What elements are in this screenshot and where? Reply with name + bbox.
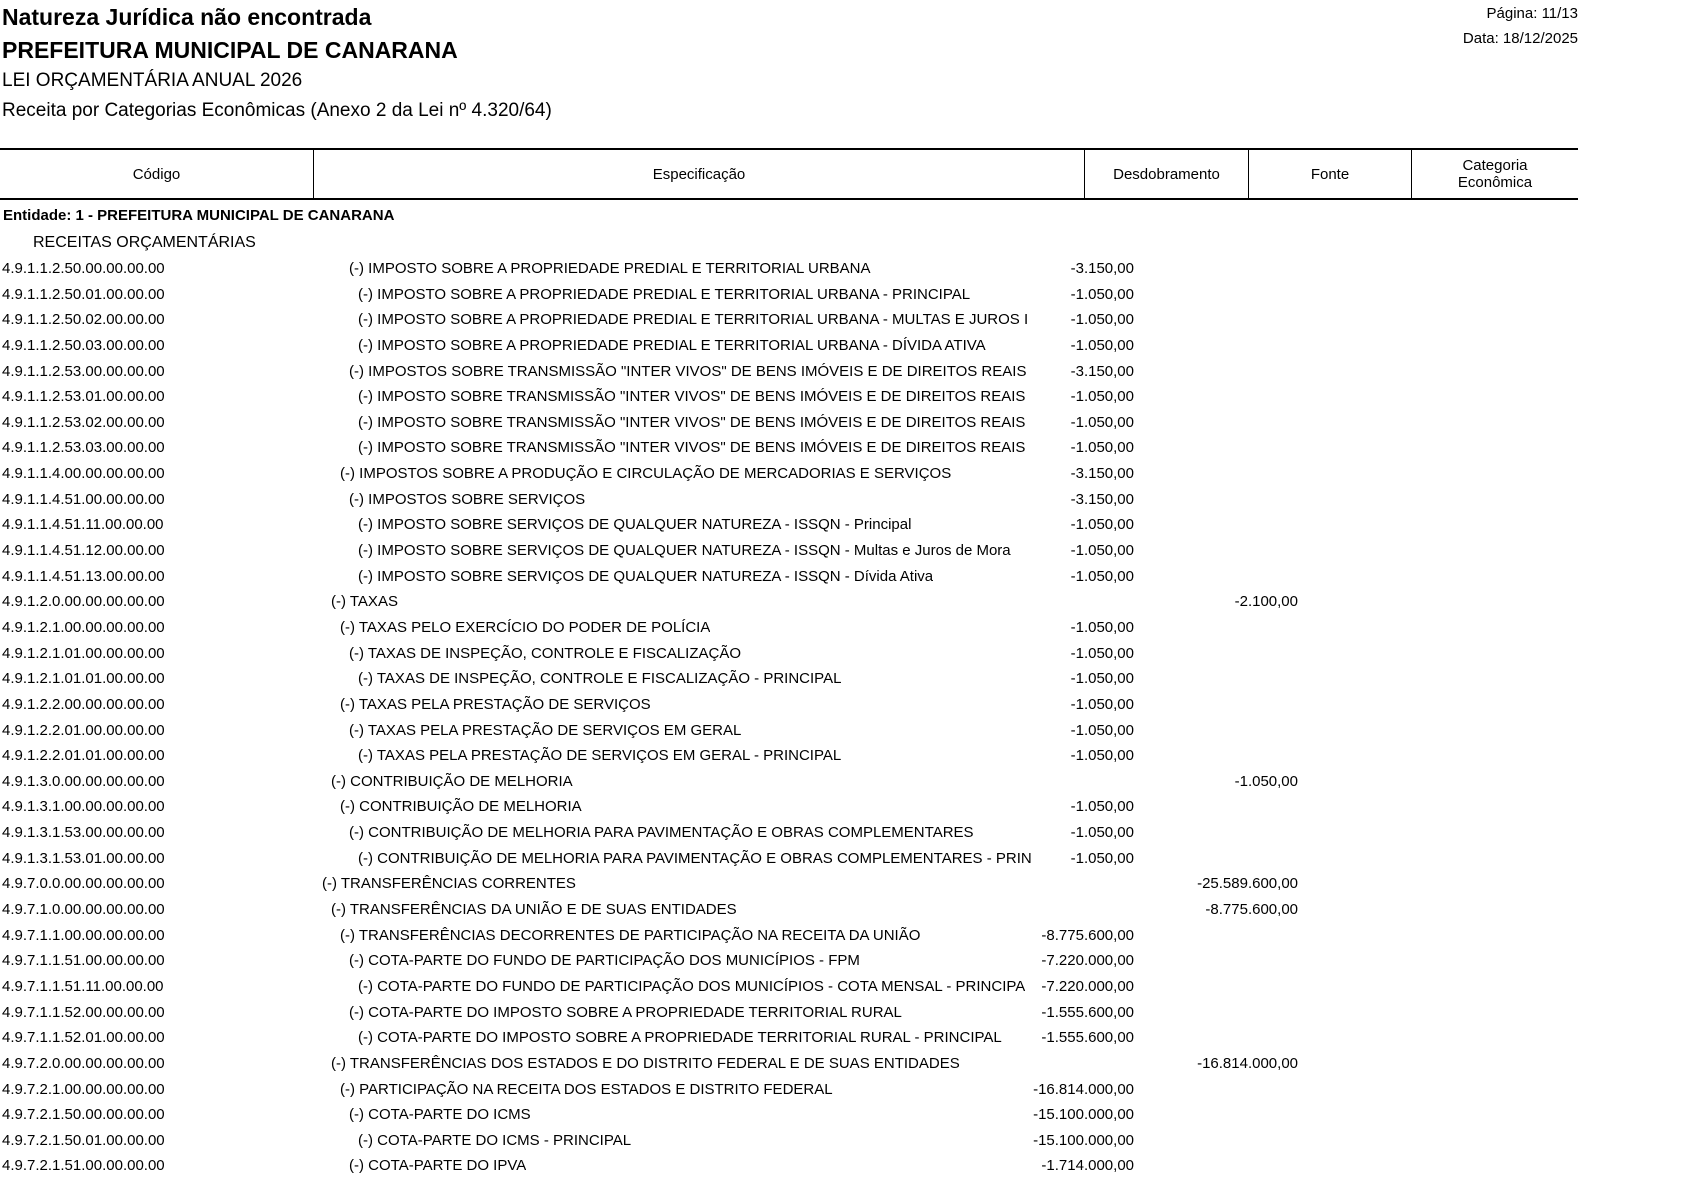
row-especificacao: (-) TAXAS PELA PRESTAÇÃO DE SERVIÇOS EM GERAL <box>349 721 742 739</box>
row-desdobramento: -1.050,00 <box>1070 695 1134 713</box>
table-row <box>0 847 1578 873</box>
column-header-especificacao: Especificação <box>652 165 746 183</box>
table-row <box>0 257 1578 283</box>
row-desdobramento: -1.050,00 <box>1070 388 1134 406</box>
row-especificacao: (-) IMPOSTO SOBRE A PROPRIEDADE PREDIAL E TERRITORIAL URBANA <box>349 260 871 277</box>
row-desdobramento: -1.714.000,00 <box>1041 1157 1134 1175</box>
row-desdobramento: -3.150,00 <box>1070 490 1134 508</box>
row-especificacao: (-) TAXAS <box>331 593 398 611</box>
row-especificacao: (-) COTA-PARTE DO IPVA <box>349 1157 527 1175</box>
table-row <box>0 385 1578 411</box>
row-desdobramento: -1.050,00 <box>1070 644 1134 662</box>
table-row <box>0 924 1578 950</box>
row-desdobramento: -1.050,00 <box>1070 336 1134 354</box>
row-desdobramento: -15.100.000,00 <box>1033 1106 1134 1124</box>
row-code: 4.9.7.1.1.51.00.00.00.00 <box>2 952 165 970</box>
row-especificacao: (-) TRANSFERÊNCIAS DECORRENTES DE PARTICIPAÇÃO NA RECEITA DA UNIÃO <box>340 926 921 944</box>
row-desdobramento: -1.050,00 <box>1070 439 1134 457</box>
row-code: 4.9.1.1.2.50.01.00.00.00 <box>2 285 165 303</box>
row-especificacao: (-) TRANSFERÊNCIAS DOS ESTADOS E DO DISTRITO FEDERAL E DE SUAS ENTIDADES <box>331 1054 960 1072</box>
column-header-codigo: Código <box>132 165 181 183</box>
row-especificacao: (-) TAXAS PELA PRESTAÇÃO DE SERVIÇOS <box>340 695 651 713</box>
table-row <box>0 975 1578 1001</box>
row-code: 4.9.7.1.1.52.01.00.00.00 <box>2 1029 165 1047</box>
row-desdobramento: -1.050,00 <box>1070 747 1134 765</box>
table-row <box>0 488 1578 514</box>
row-fonte: -16.814.000,00 <box>1197 1054 1298 1072</box>
row-desdobramento: -7.220.000,00 <box>1041 952 1134 970</box>
row-especificacao: (-) TAXAS DE INSPEÇÃO, CONTROLE E FISCALIZAÇÃO <box>349 644 742 662</box>
table-row <box>0 642 1578 668</box>
entity-label: Entidade: 1 - PREFEITURA MUNICIPAL DE CANARANA <box>3 207 395 224</box>
row-code: 4.9.7.2.1.50.00.00.00.00 <box>2 1106 165 1124</box>
row-desdobramento: -1.050,00 <box>1070 311 1134 329</box>
row-code: 4.9.1.1.2.53.03.00.00.00 <box>2 439 165 457</box>
row-desdobramento: -3.150,00 <box>1070 362 1134 380</box>
row-especificacao: (-) CONTRIBUIÇÃO DE MELHORIA PARA PAVIMENTAÇÃO E OBRAS COMPLEMENTARES - PRIN <box>358 849 1032 867</box>
row-especificacao: (-) TAXAS DE INSPEÇÃO, CONTROLE E FISCALIZAÇÃO - PRINCIPAL <box>358 670 842 688</box>
row-especificacao: (-) IMPOSTO SOBRE TRANSMISSÃO "INTER VIVOS" DE BENS IMÓVEIS E DE DIREITOS REAIS <box>358 439 1026 457</box>
table-row <box>0 667 1578 693</box>
row-especificacao: (-) IMPOSTO SOBRE A PROPRIEDADE PREDIAL E TERRITORIAL URBANA - PRINCIPAL <box>358 285 971 303</box>
row-fonte: -25.589.600,00 <box>1197 875 1298 893</box>
row-especificacao: (-) COTA-PARTE DO FUNDO DE PARTICIPAÇÃO DOS MUNICÍPIOS - FPM <box>349 952 860 970</box>
report-title: Receita por Categorias Econômicas (Anexo 2 da Lei nº 4.320/64) <box>2 100 552 121</box>
row-desdobramento: -1.050,00 <box>1070 721 1134 739</box>
table-row <box>0 821 1578 847</box>
row-code: 4.9.1.2.2.00.00.00.00.00 <box>2 695 165 713</box>
row-especificacao: (-) IMPOSTO SOBRE SERVIÇOS DE QUALQUER NATUREZA - ISSQN - Dívida Ativa <box>358 567 934 585</box>
table-row <box>0 693 1578 719</box>
row-especificacao: (-) COTA-PARTE DO ICMS - PRINCIPAL <box>358 1131 632 1149</box>
row-especificacao: (-) TAXAS PELA PRESTAÇÃO DE SERVIÇOS EM GERAL - PRINCIPAL <box>358 747 842 765</box>
prefeitura-title: PREFEITURA MUNICIPAL DE CANARANA <box>2 37 458 63</box>
table-row <box>0 949 1578 975</box>
row-desdobramento: -7.220.000,00 <box>1041 977 1134 995</box>
table-row <box>0 539 1578 565</box>
row-code: 4.9.7.2.1.50.01.00.00.00 <box>2 1131 165 1149</box>
section-label: RECEITAS ORÇAMENTÁRIAS <box>33 234 256 251</box>
row-especificacao: (-) TRANSFERÊNCIAS DA UNIÃO E DE SUAS ENTIDADES <box>331 901 737 919</box>
report-date: Data: 18/12/2025 <box>1462 30 1578 47</box>
row-code: 4.9.1.1.4.00.00.00.00.00 <box>2 465 165 483</box>
table-row <box>0 283 1578 309</box>
row-code: 4.9.1.1.2.53.01.00.00.00 <box>2 388 165 406</box>
row-especificacao: (-) IMPOSTOS SOBRE A PRODUÇÃO E CIRCULAÇÃO DE MERCADORIAS E SERVIÇOS <box>340 465 952 483</box>
row-code: 4.9.1.3.1.53.01.00.00.00 <box>2 849 165 867</box>
table-body <box>0 257 1578 1180</box>
row-especificacao: (-) CONTRIBUIÇÃO DE MELHORIA PARA PAVIMENTAÇÃO E OBRAS COMPLEMENTARES <box>349 824 974 842</box>
row-desdobramento: -1.050,00 <box>1070 542 1134 560</box>
row-desdobramento: -15.100.000,00 <box>1033 1131 1134 1149</box>
row-code: 4.9.7.1.1.00.00.00.00.00 <box>2 926 165 944</box>
table-row <box>0 436 1578 462</box>
row-code: 4.9.7.2.1.51.00.00.00.00 <box>2 1157 165 1175</box>
row-desdobramento: -1.050,00 <box>1070 516 1134 534</box>
row-code: 4.9.1.2.0.00.00.00.00.00 <box>2 593 165 611</box>
row-code: 4.9.1.1.4.51.13.00.00.00 <box>2 567 165 585</box>
table-row <box>0 334 1578 360</box>
row-code: 4.9.7.1.1.52.00.00.00.00 <box>2 1003 165 1021</box>
lei-title: LEI ORÇAMENTÁRIA ANUAL 2026 <box>2 70 303 91</box>
row-code: 4.9.1.3.1.53.00.00.00.00 <box>2 824 165 842</box>
row-desdobramento: -16.814.000,00 <box>1033 1080 1134 1098</box>
row-fonte: -1.050,00 <box>1234 772 1298 790</box>
table-header <box>0 148 1578 200</box>
row-code: 4.9.1.2.1.00.00.00.00.00 <box>2 618 165 636</box>
table-row <box>0 770 1578 796</box>
table-row <box>0 898 1578 924</box>
row-code: 4.9.1.2.1.01.01.00.00.00 <box>2 670 165 688</box>
row-desdobramento: -3.150,00 <box>1070 260 1134 277</box>
row-especificacao: (-) IMPOSTOS SOBRE SERVIÇOS <box>349 490 586 508</box>
row-desdobramento: -8.775.600,00 <box>1041 926 1134 944</box>
row-code: 4.9.7.1.0.00.00.00.00.00 <box>2 901 165 919</box>
table-row <box>0 590 1578 616</box>
row-code: 4.9.1.1.2.50.02.00.00.00 <box>2 311 165 329</box>
row-code: 4.9.7.0.0.00.00.00.00.00 <box>2 875 165 893</box>
page-number: Página: 11/13 <box>1486 5 1578 22</box>
row-desdobramento: -1.050,00 <box>1070 567 1134 585</box>
row-code: 4.9.1.1.2.53.02.00.00.00 <box>2 413 165 431</box>
row-especificacao: (-) PARTICIPAÇÃO NA RECEITA DOS ESTADOS E DISTRITO FEDERAL <box>340 1080 833 1098</box>
row-code: 4.9.1.3.0.00.00.00.00.00 <box>2 772 165 790</box>
row-desdobramento: -1.050,00 <box>1070 824 1134 842</box>
row-code: 4.9.7.1.1.51.11.00.00.00 <box>2 977 164 995</box>
row-especificacao: (-) IMPOSTO SOBRE TRANSMISSÃO "INTER VIVOS" DE BENS IMÓVEIS E DE DIREITOS REAIS <box>358 388 1026 406</box>
row-especificacao: (-) IMPOSTO SOBRE A PROPRIEDADE PREDIAL E TERRITORIAL URBANA - DÍVIDA ATIVA <box>358 336 986 354</box>
table-row <box>0 1129 1578 1155</box>
table-row <box>0 1078 1578 1104</box>
row-code: 4.9.1.3.1.00.00.00.00.00 <box>2 798 165 816</box>
row-code: 4.9.1.1.2.53.00.00.00.00 <box>2 362 165 380</box>
row-code: 4.9.1.2.2.01.00.00.00.00 <box>2 721 165 739</box>
table-row <box>0 1154 1578 1180</box>
row-especificacao: (-) IMPOSTO SOBRE TRANSMISSÃO "INTER VIVOS" DE BENS IMÓVEIS E DE DIREITOS REAIS <box>358 413 1026 431</box>
table-row <box>0 872 1578 898</box>
row-desdobramento: -1.050,00 <box>1070 670 1134 688</box>
table-row <box>0 308 1578 334</box>
row-especificacao: (-) COTA-PARTE DO ICMS <box>349 1106 531 1124</box>
table-row <box>0 616 1578 642</box>
row-desdobramento: -1.050,00 <box>1070 849 1134 867</box>
row-desdobramento: -3.150,00 <box>1070 465 1134 483</box>
row-code: 4.9.1.2.2.01.01.00.00.00 <box>2 747 165 765</box>
row-desdobramento: -1.050,00 <box>1070 285 1134 303</box>
table-row <box>0 1001 1578 1027</box>
row-code: 4.9.1.1.4.51.12.00.00.00 <box>2 542 165 560</box>
table-row <box>0 565 1578 591</box>
row-especificacao: (-) IMPOSTO SOBRE SERVIÇOS DE QUALQUER NATUREZA - ISSQN - Multas e Juros de Mora <box>358 542 1011 560</box>
table-row <box>0 411 1578 437</box>
row-especificacao: (-) IMPOSTOS SOBRE TRANSMISSÃO "INTER VIVOS" DE BENS IMÓVEIS E DE DIREITOS REAIS <box>349 362 1027 380</box>
row-especificacao: (-) IMPOSTO SOBRE A PROPRIEDADE PREDIAL E TERRITORIAL URBANA - MULTAS E JUROS I <box>358 311 1029 329</box>
column-header-fonte: Fonte <box>1310 165 1350 183</box>
row-especificacao: (-) TRANSFERÊNCIAS CORRENTES <box>322 875 576 893</box>
row-desdobramento: -1.555.600,00 <box>1041 1029 1134 1047</box>
column-header-desdobramento: Desdobramento <box>1113 165 1220 183</box>
table-row <box>0 744 1578 770</box>
row-desdobramento: -1.050,00 <box>1070 798 1134 816</box>
row-especificacao: (-) IMPOSTO SOBRE SERVIÇOS DE QUALQUER NATUREZA - ISSQN - Principal <box>358 516 912 534</box>
report-entity-title: Natureza Jurídica não encontrada <box>2 4 372 30</box>
table-row <box>0 360 1578 386</box>
row-especificacao: (-) COTA-PARTE DO FUNDO DE PARTICIPAÇÃO DOS MUNICÍPIOS - COTA MENSAL - PRINCIPA <box>358 977 1026 995</box>
table-row <box>0 1103 1578 1129</box>
row-desdobramento: -1.555.600,00 <box>1041 1003 1134 1021</box>
row-desdobramento: -1.050,00 <box>1070 618 1134 636</box>
table-row <box>0 462 1578 488</box>
row-code: 4.9.1.1.4.51.11.00.00.00 <box>2 516 164 534</box>
row-code: 4.9.1.1.2.50.03.00.00.00 <box>2 336 165 354</box>
row-fonte: -2.100,00 <box>1234 593 1298 611</box>
column-header-categoria-line2: Econômica <box>1457 174 1533 191</box>
row-especificacao: (-) COTA-PARTE DO IMPOSTO SOBRE A PROPRIEDADE TERRITORIAL RURAL <box>349 1003 902 1021</box>
row-fonte: -8.775.600,00 <box>1205 901 1298 919</box>
row-code: 4.9.7.2.0.00.00.00.00.00 <box>2 1054 165 1072</box>
row-desdobramento: -1.050,00 <box>1070 413 1134 431</box>
column-header-categoria-line1: Categoria <box>1462 157 1528 174</box>
row-code: 4.9.1.1.4.51.00.00.00.00 <box>2 490 165 508</box>
row-code: 4.9.1.2.1.01.00.00.00.00 <box>2 644 165 662</box>
row-code: 4.9.7.2.1.00.00.00.00.00 <box>2 1080 165 1098</box>
row-especificacao: (-) CONTRIBUIÇÃO DE MELHORIA <box>331 772 573 790</box>
row-especificacao: (-) TAXAS PELO EXERCÍCIO DO PODER DE POLÍCIA <box>340 618 711 636</box>
column-header-categoria <box>1412 150 1578 198</box>
table-row <box>0 1026 1578 1052</box>
table-row <box>0 795 1578 821</box>
row-especificacao: (-) CONTRIBUIÇÃO DE MELHORIA <box>340 798 582 816</box>
row-code: 4.9.1.1.2.50.00.00.00.00 <box>2 260 165 277</box>
table-row <box>0 513 1578 539</box>
table-row <box>0 1052 1578 1078</box>
row-especificacao: (-) COTA-PARTE DO IMPOSTO SOBRE A PROPRIEDADE TERRITORIAL RURAL - PRINCIPAL <box>358 1029 1002 1047</box>
table-row <box>0 719 1578 745</box>
